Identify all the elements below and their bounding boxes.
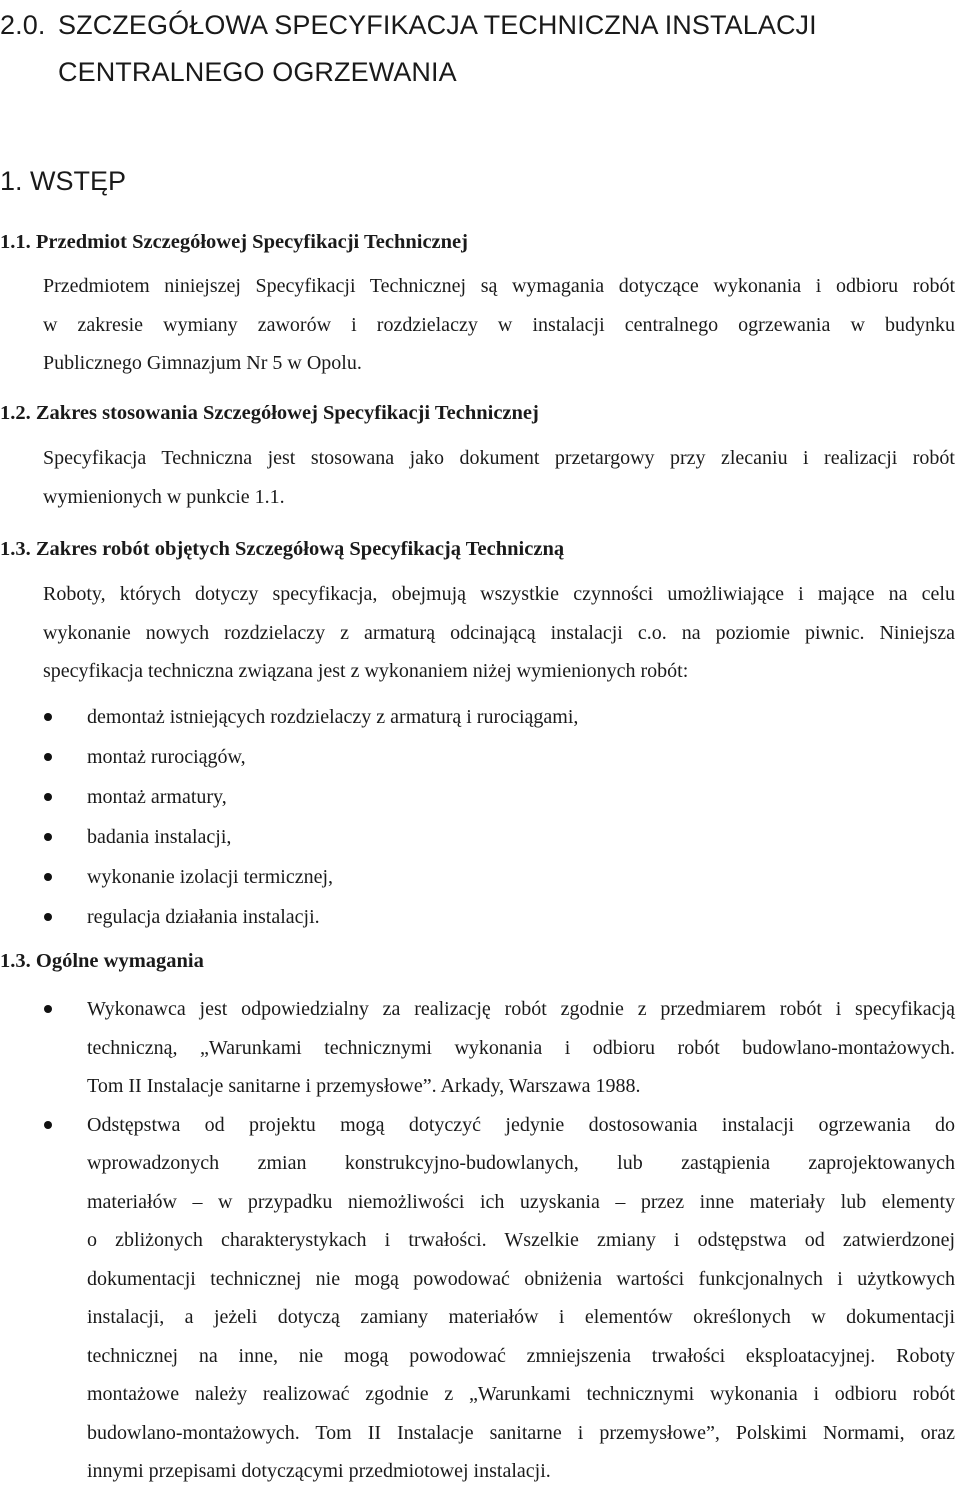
text-line: innymi przepisami dotyczącymi przedmiotowej instalacji. [87,1460,551,1482]
bullet-icon [44,713,52,721]
section-heading-general-requirements: 1.3. Ogólne wymagania [0,950,204,972]
title-line-2: CENTRALNEGO OGRZEWANIA [58,57,457,87]
text-line: Roboty, których dotyczy specyfikacja, obejmują wszystkie czynności umożliwiające i mające na celu [43,583,955,605]
text-line: dokumentacji technicznej nie mogą powodować obniżenia wartości funkcjonalnych i użytkowych [87,1267,955,1290]
works-list [0,697,578,937]
chapter-heading: 1. WSTĘP [0,166,127,196]
text-line: Specyfikacja Techniczna jest stosowana jako dokument przetargowy przy zlecaniu i realizacji robót [43,447,955,469]
list-item-text: badania instalacji, [87,826,232,848]
list-item-text: wykonanie izolacji termicznej, [87,866,334,888]
text-line: instalacji, a jeżeli dotyczą zamiany materiałów i elementów określonych w dokumentacji [87,1306,955,1328]
bullet-icon [44,793,52,801]
text-line: Przedmiotem niniejszej Specyfikacji Technicznej są wymagania dotyczące wykonania i odbioru robót [43,275,955,297]
list-item [0,777,578,817]
list-item-text: montaż rurociągów, [87,746,246,768]
section-body-1-1 [43,267,955,383]
text-line: budowlano-montażowych. Tom II Instalacje sanitarne i przemysłowe”, Polskimi Normami, oraz [87,1421,955,1444]
bullet-icon [44,753,52,761]
bullet-icon [44,873,52,881]
title-number: 2.0. [0,10,46,40]
bullet-icon [44,913,52,921]
text-line: montażowe należy realizować zgodnie z „Warunkami technicznymi wykonania i odbioru robót [87,1383,955,1405]
list-item-text: demontaż istniejących rozdzielaczy z armaturą i rurociągami, [87,706,579,728]
text-line: materiałów – w przypadku niemożliwości ich uzyskania – przez inne materiały lub elementy [87,1190,955,1213]
section-heading-1-3: 1.3. Zakres robót objętych Szczegółową Specyfikacją Techniczną [0,538,565,560]
section-body-1-2 [43,439,955,516]
text-line: o zbliżonych charakterystykach i trwałości. Wszelkie zmiany i odstępstwa od zatwierdzonej [87,1229,955,1251]
list-item [0,737,578,777]
text-line: wprowadzonych zmian konstrukcyjno-budowlanych, lub zastąpienia zaprojektowanych [87,1152,955,1174]
text-line: wymienionych w punkcie 1.1. [43,485,285,508]
bullet-icon [44,1121,52,1129]
list-item [0,1106,955,1491]
document-title [0,2,940,96]
section-heading-1-1: 1.1. Przedmiot Szczegółowej Specyfikacji Technicznej [0,231,468,253]
title-line-1: SZCZEGÓŁOWA SPECYFIKACJA TECHNICZNA INSTALACJI [58,10,817,40]
list-item [0,697,578,737]
text-line: Publicznego Gimnazjum Nr 5 w Opolu. [43,352,362,374]
list-item [0,857,578,897]
text-line: Wykonawca jest odpowiedzialny za realizację robót zgodnie z przedmiarem robót i specyfikacją [87,998,955,1020]
text-line: technicznej na inne, nie mogą powodować zmniejszenia trwałości eksploatacyjnej. Roboty [87,1344,955,1367]
list-item [0,897,578,937]
list-item [0,817,578,857]
text-line: specyfikacja techniczna związana jest z wykonaniem niżej wymienionych robót: [43,660,689,682]
text-line: w zakresie wymiany zaworów i rozdzielaczy w instalacji centralnego ogrzewania w budynku [43,313,955,336]
list-item-text: regulacja działania instalacji. [87,906,320,928]
text-line: Odstępstwa od projektu mogą dotyczyć jedynie dostosowania instalacji ogrzewania do [87,1113,955,1136]
text-line: techniczną, „Warunkami technicznymi wykonania i odbioru robót budowlano-montażowych. [87,1036,955,1059]
section-heading-1-2: 1.2. Zakres stosowania Szczegółowej Specyfikacji Technicznej [0,402,539,424]
bullet-icon [44,833,52,841]
requirements-list [0,990,955,1491]
text-line: Tom II Instalacje sanitarne i przemysłowe”. Arkady, Warszawa 1988. [87,1075,641,1097]
list-item-text: montaż armatury, [87,786,227,808]
bullet-icon [44,1005,52,1013]
section-body-1-3 [43,575,955,691]
text-line: wykonanie nowych rozdzielaczy z armaturą odcinającą instalacji c.o. na poziomie piwnic. Niniejsza [43,621,955,644]
list-item [0,990,955,1106]
